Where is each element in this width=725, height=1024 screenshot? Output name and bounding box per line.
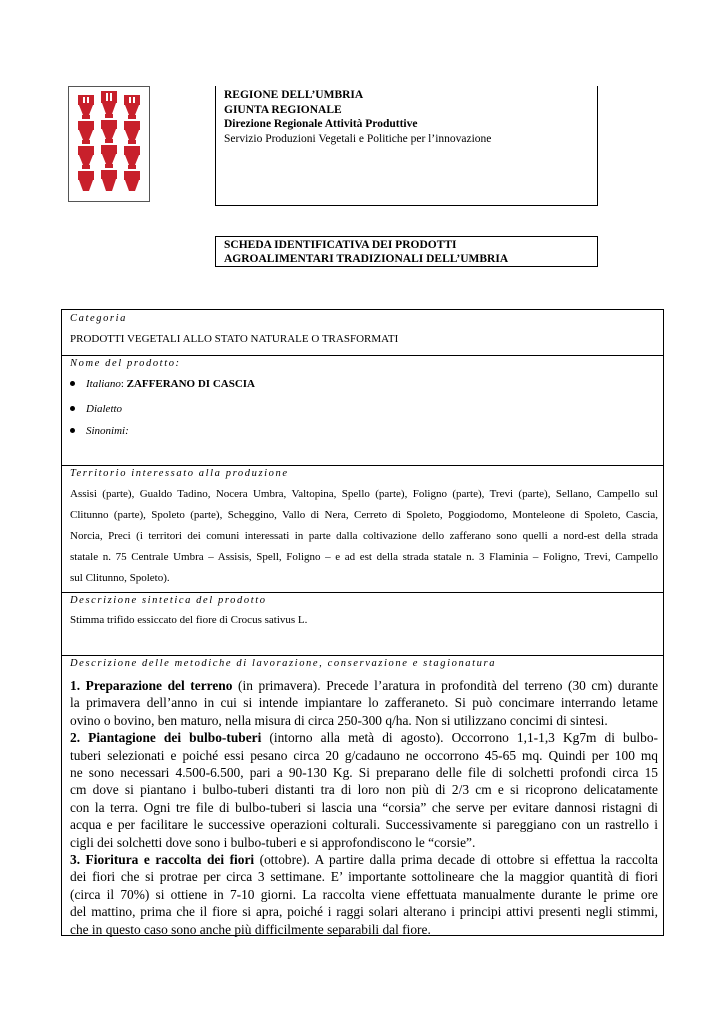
territorio-text (70, 484, 658, 589)
territorio-label: Territorio interessato alla produzione (70, 468, 289, 479)
sinonimi-label: Sinonimi: (86, 425, 129, 437)
bullet-icon (70, 406, 75, 411)
italiano-value: ZAFFERANO DI CASCIA (126, 378, 255, 390)
divider (62, 592, 663, 593)
territorio-line: Assisi (parte), Gualdo Tadino, Nocera Umbra, Valtopina, Spello (parte), Foligno (parte), Trevi (parte), Sellano, Campello sul (70, 488, 658, 500)
step-2: 2. Piantagione dei bulbo-tuberi (intorno alla metà di agosto). Occorrono 1,1-1,3 Kg7m di bulbo- (70, 730, 659, 746)
dialetto-label: Dialetto (86, 403, 123, 415)
dialetto-item (70, 403, 122, 415)
document-title (215, 236, 598, 267)
region-name: REGIONE DELL’UMBRIA (224, 89, 364, 101)
header-box (215, 86, 598, 206)
territorio-line: statale n. 75 Centrale Umbra – Assisis, Spell, Foligno – e ad est della strada statale n. 3 Flaminia – Foligno, Trevi, Campello (70, 551, 658, 563)
divider (62, 355, 663, 356)
metodiche-text: 1. Preparazione del terreno (in primavera). Precede l’aratura in profondità del terreno (30 cm) durante la primavera dell’anno in cui si intende impiantare lo zafferaneto. Si può concimare interrando letame ovino o bovino, ben maturo, nella misura di circa 250-300 q/ha. Non si utilizzano concimi di sintesi. 2. Piantagione dei bulbo-tuberi (intorno alla metà di agosto). Occorrono 1,1-1,3 Kg7m di bulbo- tuberi selezionati e poiché essi pesano circa 20 g/cadauno ne occorrono 45-65 mq. Quindi per 100 mq ne sono necessari 4.500-6.500, pari a 90-130 Kg. Si preparano delle file di solchetti profondi circa 15 cm dove si piantano i bulbo-tuberi distanti tra di loro non più di 2/3 cm e si ricoprono delicatamente con la terra. Ogni tre file di bulbo-tuberi si lascia una “corsia” che serve per evitare dannosi ristagni di acqua e per facilitare le successive operazioni colturali. Successivamente si pareggiano con un rastrello i cigli dei solchetti dove sono i bulbo-tuberi e si approfondiscono le “corsie”. 3. Fioritura e raccolta dei fiori (ottobre). A partire dalla prima decade di ottobre si effettua la raccolta dei fiori che si protrae per circa 3 settimane. E’ importante sottolineare che la maggior quantità di fiori (circa il 70%) si ottiene in 7-10 giorni. La raccolta viene effettuata manualmente durante le prime ore del mattino, prima che il fiore si apra, poiché i raggi solari alterano i principi attivi presenti negli stimmi, che in questo caso sono anche più difficilmente separabili dal fiore. (70, 678, 659, 937)
bullet-icon (70, 381, 75, 386)
council-name: GIUNTA REGIONALE (224, 103, 342, 116)
product-form (61, 309, 664, 936)
step-3: 3. Fioritura e raccolta dei fiori (ottobre). A partire dalla prima decade di ottobre si effettua la raccolta (70, 852, 659, 868)
bullet-icon (70, 428, 75, 433)
step-3-title: 3. Fioritura e raccolta dei fiori (70, 852, 255, 868)
step-1-title: 1. Preparazione del terreno (70, 678, 233, 693)
title-line-1: SCHEDA IDENTIFICATIVA DEI PRODOTTI (224, 239, 457, 251)
service-name: Servizio Produzioni Vegetali e Politiche per l’innovazione (224, 132, 492, 145)
categoria-label: Categoria (70, 313, 127, 324)
metodiche-label: Descrizione delle metodiche di lavorazione, conservazione e stagionatura (70, 658, 497, 669)
territorio-line: Clitunno (parte), Spoleto (parte), Scheggino, Vallo di Nera, Cerreto di Spoleto, Poggiodomo, Monteleone di Spoleto, Cascia, (70, 509, 658, 521)
divider (62, 465, 663, 466)
title-line-2: AGROALIMENTARI TRADIZIONALI DELL’UMBRIA (224, 253, 509, 265)
descrizione-label: Descrizione sintetica del prodotto (70, 595, 267, 606)
categoria-value: PRODOTTI VEGETALI ALLO STATO NATURALE O TRASFORMATI (70, 333, 399, 345)
territorio-line: Norcia, Preci (i territori dei comuni interessati in parte dalla coltivazione dello zafferano sono quelli a nord-est della strada (70, 530, 658, 542)
nome-label: Nome del prodotto: (70, 358, 181, 369)
sinonimi-item (70, 425, 129, 437)
step-1: 1. Preparazione del terreno (in primavera). Precede l’aratura in profondità del terreno (30 cm) durante (70, 678, 659, 693)
regione-umbria-logo-icon (68, 86, 150, 202)
italiano-item: Italiano: ZAFFERANO DI CASCIA (70, 378, 255, 390)
directorate-name: Direzione Regionale Attività Produttive (224, 118, 418, 130)
territorio-line: sul Clitunno, Spoleto). (70, 572, 170, 584)
italiano-label: Italiano (86, 378, 121, 390)
descrizione-value: Stimma trifido essiccato del fiore di Crocus sativus L. (70, 614, 308, 626)
divider (62, 655, 663, 656)
step-2-title: 2. Piantagione dei bulbo-tuberi (70, 730, 262, 746)
